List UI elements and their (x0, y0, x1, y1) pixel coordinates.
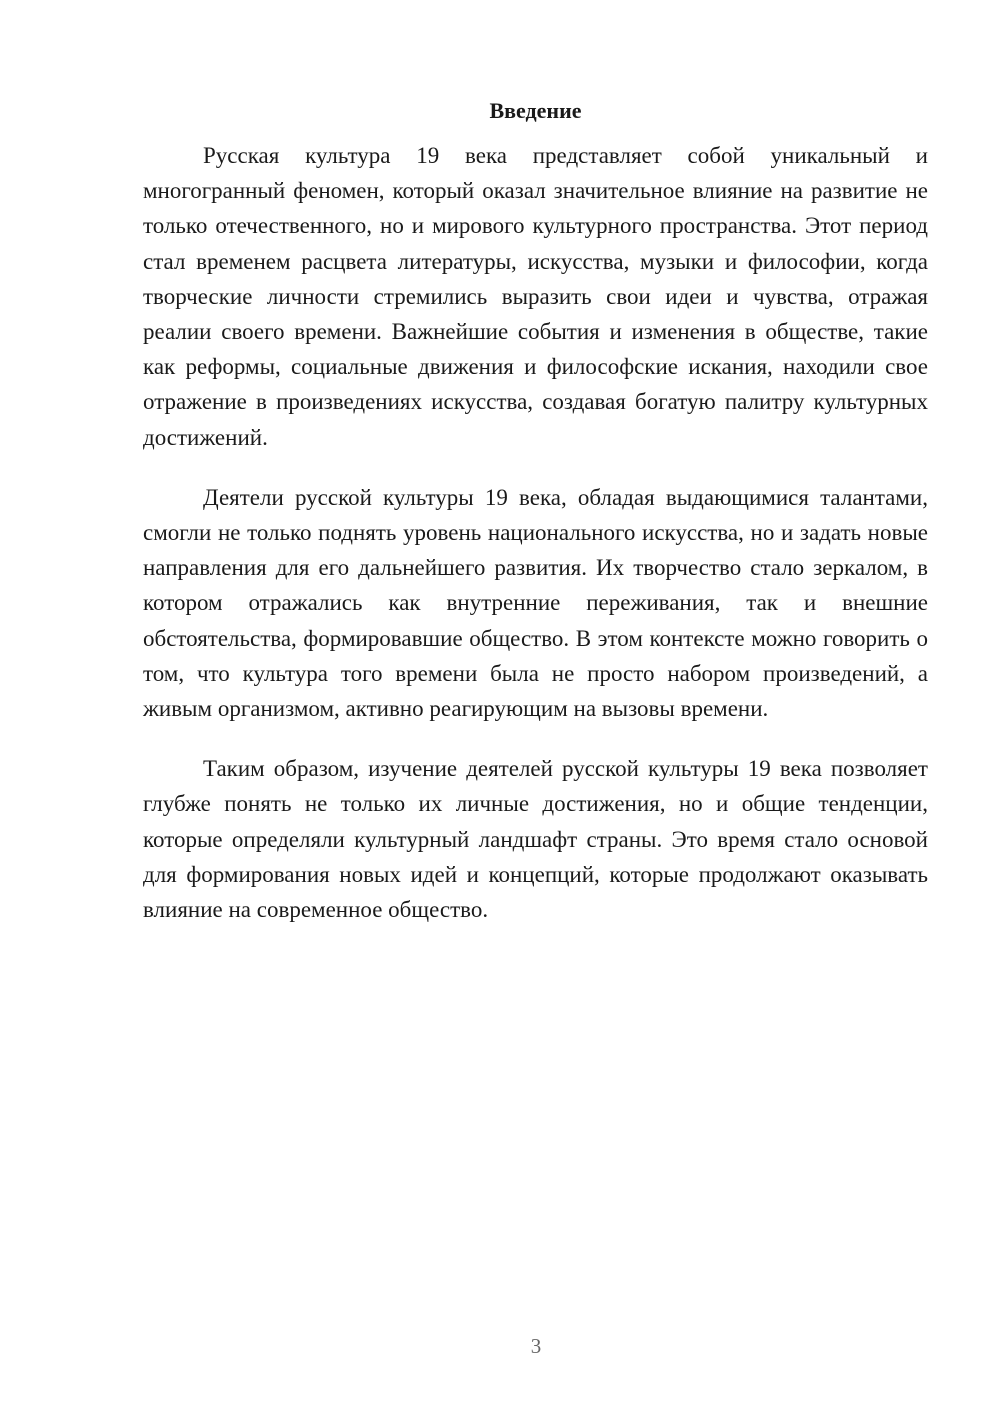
page-number: 3 (530, 1334, 542, 1358)
page-content (143, 96, 928, 952)
section-title: Введение (489, 98, 582, 123)
paragraph-1: Русская культура 19 века представляет собой уникальный и многогранный феномен, который оказал значительное влияние на развитие не только отечественного, но и мирового культурного пространства. Этот период стал временем расцвета литературы, искусства, музыки и философии, когда творческие личности стремились выразить свои идеи и чувства, отражая реалии своего времени. Важнейшие события и изменения в обществе, такие как реформы, социальные движения и философские искания, находили свое отражение в произведениях искусства, создавая богатую палитру культурных достижений. (143, 143, 928, 450)
paragraph-2: Деятели русской культуры 19 века, обладая выдающимися талантами, смогли не только поднять уровень национального искусства, но и задать новые направления для его дальнейшего развития. Их творчество стало зеркалом, в котором отражались как внутренние переживания, так и внешние обстоятельства, формировавшие общество. В этом контексте можно говорить о том, что культура того времени была не просто набором произведений, а живым организмом, активно реагирующим на вызовы времени. (143, 484, 928, 722)
paragraph-3: Таким образом, изучение деятелей русской культуры 19 века позволяет глубже понять не только их личные достижения, но и общие тенденции, которые определяли культурный ландшафт страны. Это время стало основой для формирования новых идей и концепций, которые продолжают оказывать влияние на современное общество. (143, 756, 928, 923)
